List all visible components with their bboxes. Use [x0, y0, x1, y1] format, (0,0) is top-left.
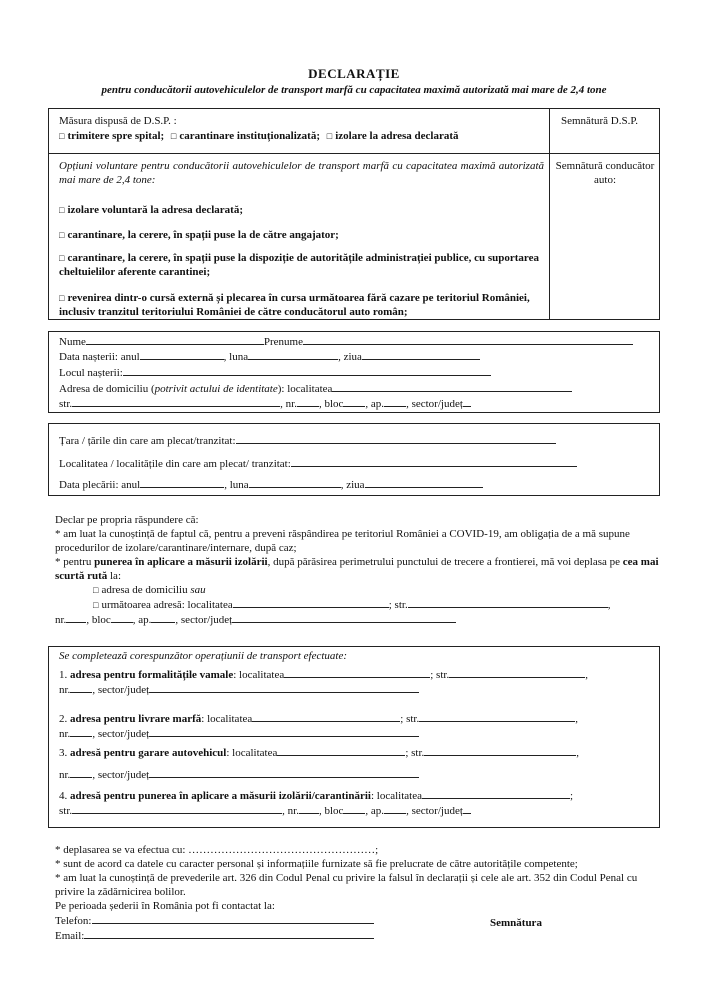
birth-day-field[interactable]	[362, 349, 480, 360]
departure-day-field[interactable]	[365, 477, 483, 488]
last-name-field[interactable]	[86, 334, 264, 345]
voluntary-option-2: □ carantinare, la cerere, în spații puse la de către angajator;	[59, 229, 339, 241]
isolation-sector-field[interactable]	[463, 803, 471, 814]
checkbox-icon[interactable]: □	[326, 131, 333, 141]
customs-number-field[interactable]	[70, 682, 92, 693]
parking-city-field[interactable]	[277, 745, 405, 756]
dsp-options	[59, 129, 459, 143]
delivery-address-details: nr. , sector/județ	[59, 726, 419, 741]
voluntary-option-4: □ revenirea dintr-o cursă externă și plecarea în cursa următoarea fără cazare pe teritoriul României, inclusiv tranzitul teritoriului României de către conducătorul auto român;	[59, 292, 530, 318]
delivery-city-field[interactable]	[252, 711, 400, 722]
parking-address-row: 3. adresă pentru garare autovehicul: localitatea ; str. ,	[59, 747, 580, 759]
localities-row: Localitatea / localitățile din care am plecat/ tranzitat:	[59, 456, 577, 471]
route-sector-field[interactable]	[232, 612, 456, 623]
declaration-intro: Declar pe propria răspundere că:	[55, 514, 199, 526]
isolation-number-field[interactable]	[299, 803, 319, 814]
route-apartment-field[interactable]	[151, 612, 175, 623]
countries-field[interactable]	[236, 433, 556, 444]
voluntary-option-1: □ izolare voluntară la adresa declarată;	[59, 204, 244, 216]
departure-date-row: Data plecării: anul , luna , ziua	[59, 477, 483, 492]
checkbox-icon[interactable]: □	[93, 600, 99, 610]
route-option-address: □ următoarea adresă: localitatea ; str. ,	[93, 599, 611, 611]
isolation-apartment-field[interactable]	[384, 803, 406, 814]
isolation-block-field[interactable]	[343, 803, 365, 814]
dsp-measure-box	[48, 108, 660, 154]
parking-sector-field[interactable]	[149, 767, 419, 778]
declaration-point-2: * pentru punerea în aplicare a măsurii izolării, după părăsirea perimetrului punctului de trecere a frontierei, mă voi deplasa pe cea mai scurtă rută la:	[55, 556, 659, 582]
birth-year-field[interactable]	[140, 349, 224, 360]
parking-number-field[interactable]	[70, 767, 92, 778]
contact-intro: Pe perioada șederii în România pot fi contactat la:	[55, 900, 275, 912]
checkbox-icon[interactable]: □	[93, 585, 99, 595]
checkbox-icon[interactable]: □	[59, 230, 65, 240]
street-field[interactable]	[72, 396, 280, 407]
email-row: Email:	[55, 928, 661, 943]
phone-field[interactable]	[92, 913, 374, 924]
customs-street-field[interactable]	[449, 667, 585, 678]
parking-street-field[interactable]	[424, 745, 576, 756]
customs-city-field[interactable]	[284, 667, 430, 678]
street-row: str. , nr. , bloc , ap. , sector/județ	[59, 396, 471, 411]
birth-place-row: Locul nașterii:	[59, 365, 491, 380]
transport-box	[48, 646, 660, 828]
first-name-field[interactable]	[303, 334, 633, 345]
declaration-point-1: * am luat la cunoștință de faptul că, pentru a preveni răspândirea pe teritoriul României a COVID-19, am obligația de a mă supune procedurilor de izolare/carantinare/internare, după caz;	[55, 528, 630, 554]
checkbox-icon[interactable]: □	[59, 253, 65, 263]
number-field[interactable]	[297, 396, 319, 407]
route-number-field[interactable]	[66, 612, 86, 623]
localities-field[interactable]	[291, 456, 577, 467]
route-address-details: nr. , bloc , ap. , sector/județ	[55, 612, 661, 627]
identity-box	[48, 331, 660, 413]
dsp-option-institutional: carantinare instituționalizată;	[179, 130, 321, 142]
email-field[interactable]	[84, 928, 374, 939]
customs-sector-field[interactable]	[149, 682, 419, 693]
page-title: DECLARAȚIE	[308, 66, 400, 81]
transport-means-line: * deplasarea se va efectua cu: ……………………………………………;	[55, 844, 379, 856]
name-row: Nume Prenume	[59, 334, 633, 349]
checkbox-icon[interactable]: □	[59, 131, 65, 141]
address-row: Adresa de domiciliu (potrivit actului de identitate): localitatea	[59, 381, 572, 396]
route-city-field[interactable]	[233, 597, 389, 608]
travel-box	[48, 423, 660, 496]
delivery-street-field[interactable]	[419, 711, 575, 722]
birth-date-row: Data nașterii: anul , luna , ziua	[59, 349, 480, 364]
checkbox-icon[interactable]: □	[59, 293, 65, 303]
footer-block	[55, 843, 661, 943]
departure-month-field[interactable]	[249, 477, 341, 488]
customs-address-row: 1. adresa pentru formalitățile vamale: localitatea ; str. ,	[59, 669, 588, 681]
voluntary-intro: Opțiuni voluntare pentru conducătorii autovehiculelor de transport marfă cu capacitatea maximă autorizată mai mare de 2,4 tone:	[59, 160, 544, 186]
route-option-home: □ adresa de domiciliu sau	[93, 584, 206, 596]
driver-signature-label: Semnătură conducător auto:	[555, 160, 655, 186]
isolation-address-row: 4. adresă pentru punerea în aplicare a măsurii izolării/carantinării: localitatea ;	[59, 790, 574, 802]
dsp-option-home-isolation: izolare la adresa declarată	[335, 130, 459, 142]
isolation-city-field[interactable]	[422, 788, 570, 799]
transport-heading: Se completează corespunzător operațiunii de transport efectuate:	[59, 650, 347, 662]
apartment-field[interactable]	[384, 396, 406, 407]
checkbox-icon[interactable]: □	[59, 205, 65, 215]
dsp-option-hospital: trimitere spre spital;	[67, 130, 165, 142]
page-subtitle: pentru conducătorii autovehiculelor de transport marfă cu capacitatea maximă autorizată mai mare de 2,4 tone	[101, 84, 607, 96]
voluntary-options-box	[48, 153, 660, 320]
dsp-signature-label: Semnătură D.S.P.	[561, 115, 638, 127]
data-consent-line: * sunt de acord ca datele cu caracter personal și informațiile furnizate să fie prelucrate de către autoritățile competente;	[55, 858, 578, 870]
birth-month-field[interactable]	[248, 349, 338, 360]
delivery-sector-field[interactable]	[149, 726, 419, 737]
isolation-address-details: str. , nr. , bloc , ap. , sector/județ	[59, 803, 471, 818]
departure-year-field[interactable]	[140, 477, 224, 488]
delivery-number-field[interactable]	[70, 726, 92, 737]
delivery-address-row: 2. adresa pentru livrare marfă: localitatea ; str. ,	[59, 713, 578, 725]
declaration-block	[55, 513, 661, 627]
block-field[interactable]	[343, 396, 365, 407]
address-city-field[interactable]	[332, 381, 572, 392]
route-street-field[interactable]	[408, 597, 608, 608]
parking-address-details: nr. , sector/județ	[59, 767, 419, 782]
checkbox-icon[interactable]: □	[170, 131, 177, 141]
dsp-measure-label: Măsura dispusă de D.S.P. :	[59, 115, 177, 127]
sector-field[interactable]	[463, 396, 471, 407]
route-block-field[interactable]	[111, 612, 133, 623]
birth-place-field[interactable]	[123, 365, 491, 376]
phone-row: Telefon:	[55, 913, 661, 928]
isolation-street-field[interactable]	[72, 803, 282, 814]
signature-label: Semnătura	[490, 917, 542, 929]
customs-address-details: nr. , sector/județ	[59, 682, 419, 697]
countries-row: Țara / țările din care am plecat/tranzitat:	[59, 433, 556, 448]
penal-code-line: * am luat la cunoștință de prevederile art. 326 din Codul Penal cu privire la falsul în declarații și cele ale art. 352 din Codul Penal cu privire la zădărnicirea bolilor.	[55, 872, 638, 898]
voluntary-option-3: □ carantinare, la cerere, în spații puse la dispoziție de autoritățile administrației publice, cu suportarea cheltuielilor aferente carantinei;	[59, 252, 539, 278]
